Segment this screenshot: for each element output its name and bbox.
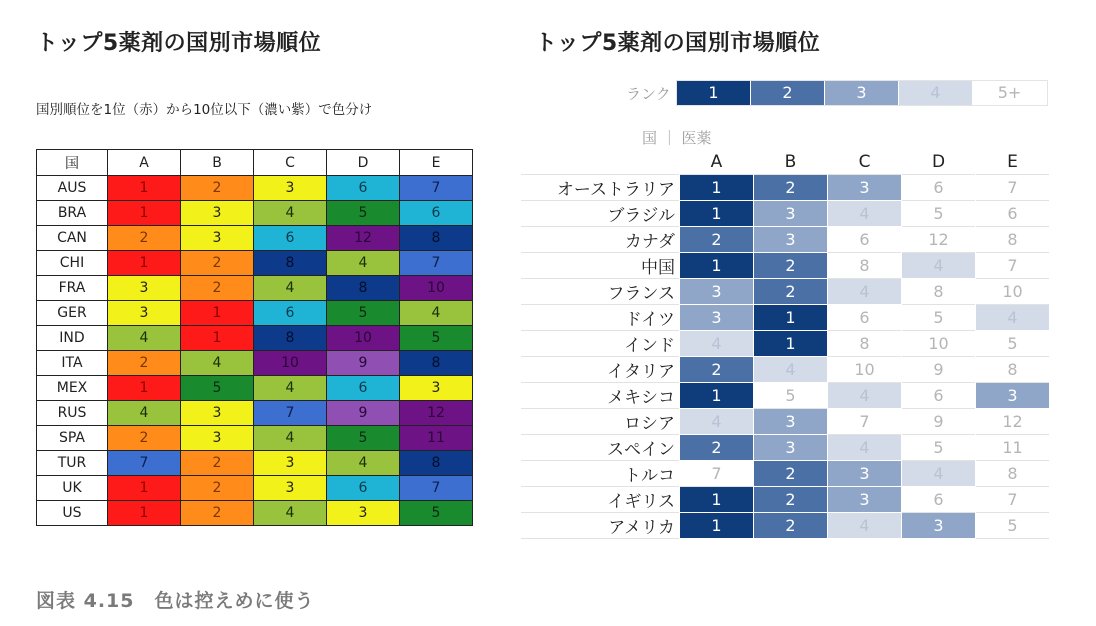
- heatmap-cell: 3: [754, 435, 827, 461]
- heatmap-cell: 5: [902, 305, 975, 331]
- row-label: SPA: [37, 426, 108, 451]
- heatmap-cell: 10: [327, 326, 400, 351]
- heatmap-cell: 4: [254, 501, 327, 526]
- heatmap-cell: 1: [754, 305, 827, 331]
- row-label: ブラジル: [521, 201, 679, 227]
- table-row: [37, 351, 473, 376]
- heatmap-cell: 2: [181, 451, 254, 476]
- row-label: ドイツ: [521, 305, 679, 331]
- heatmap-cell: 7: [254, 401, 327, 426]
- heatmap-cell: 4: [108, 326, 181, 351]
- heatmap-cell: 6: [254, 301, 327, 326]
- heatmap-cell: 5: [400, 326, 473, 351]
- table-row: [37, 276, 473, 301]
- heatmap-cell: 3: [181, 401, 254, 426]
- heatmap-cell: 10: [976, 279, 1049, 305]
- table-row: [37, 476, 473, 501]
- heatmap-cell: 3: [976, 383, 1049, 409]
- table-row: [521, 409, 1049, 435]
- table-row: [521, 513, 1049, 539]
- heatmap-cell: 7: [400, 476, 473, 501]
- heatmap-cell: 12: [400, 401, 473, 426]
- heatmap-cell: 4: [828, 383, 901, 409]
- heatmap-cell: 1: [108, 476, 181, 501]
- row-label: IND: [37, 326, 108, 351]
- row-label: AUS: [37, 176, 108, 201]
- heatmap-cell: 6: [902, 175, 975, 201]
- heatmap-cell: 8: [828, 253, 901, 279]
- heatmap-cell: 5: [327, 201, 400, 226]
- heatmap-cell: 5: [327, 426, 400, 451]
- heatmap-cell: 3: [254, 176, 327, 201]
- column-header-d: D: [902, 150, 975, 175]
- heatmap-cell: 3: [828, 487, 901, 513]
- row-label: カナダ: [521, 227, 679, 253]
- heatmap-cell: 8: [327, 276, 400, 301]
- heatmap-cell: 2: [754, 513, 827, 539]
- heatmap-cell: 2: [680, 227, 753, 253]
- heatmap-cell: 2: [754, 461, 827, 487]
- row-label: オーストラリア: [521, 175, 679, 201]
- heatmap-cell: 1: [181, 301, 254, 326]
- heatmap-cell: 7: [400, 176, 473, 201]
- heatmap-cell: 6: [327, 476, 400, 501]
- heatmap-cell: 5: [976, 513, 1049, 539]
- heatmap-cell: 6: [254, 226, 327, 251]
- heatmap-cell: 10: [400, 276, 473, 301]
- heatmap-cell: 2: [108, 351, 181, 376]
- table-row: [521, 279, 1049, 305]
- heatmap-cell: 3: [181, 226, 254, 251]
- heatmap-cell: 3: [680, 279, 753, 305]
- heatmap-cell: 4: [902, 253, 975, 279]
- heatmap-cell: 3: [902, 513, 975, 539]
- column-header-b: B: [181, 150, 254, 176]
- row-label: CAN: [37, 226, 108, 251]
- heatmap-cell: 4: [976, 305, 1049, 331]
- row-label: MEX: [37, 376, 108, 401]
- row-label: US: [37, 501, 108, 526]
- row-label: ITA: [37, 351, 108, 376]
- heatmap-cell: 3: [254, 476, 327, 501]
- heatmap-cell: 4: [680, 409, 753, 435]
- table-row: [521, 435, 1049, 461]
- heatmap-cell: 12: [902, 227, 975, 253]
- heatmap-cell: 3: [181, 201, 254, 226]
- row-label: RUS: [37, 401, 108, 426]
- row-label: イギリス: [521, 487, 679, 513]
- heatmap-cell: 3: [754, 409, 827, 435]
- heatmap-cell: 2: [754, 279, 827, 305]
- heatmap-cell: 1: [680, 513, 753, 539]
- heatmap-cell: 8: [400, 451, 473, 476]
- table-row: [37, 501, 473, 526]
- heatmap-cell: 1: [754, 331, 827, 357]
- heatmap-cell: 4: [828, 279, 901, 305]
- table-row: [37, 451, 473, 476]
- row-label: CHI: [37, 251, 108, 276]
- heatmap-cell: 3: [754, 201, 827, 227]
- heatmap-cell: 6: [400, 201, 473, 226]
- table-row: [521, 253, 1049, 279]
- column-header-a: A: [680, 150, 753, 175]
- table-row: [37, 201, 473, 226]
- heatmap-cell: 9: [902, 409, 975, 435]
- heatmap-cell: 9: [327, 401, 400, 426]
- heatmap-cell: 8: [902, 279, 975, 305]
- heatmap-cell: 8: [976, 461, 1049, 487]
- table-row: [521, 487, 1049, 513]
- heatmap-cell: 4: [254, 276, 327, 301]
- heatmap-cell: 12: [327, 226, 400, 251]
- heatmap-cell: 8: [400, 351, 473, 376]
- heatmap-cell: 11: [400, 426, 473, 451]
- heatmap-cell: 4: [754, 357, 827, 383]
- heatmap-cell: 1: [108, 501, 181, 526]
- heatmap-cell: 4: [902, 461, 975, 487]
- heatmap-cell: 1: [108, 251, 181, 276]
- table-row: [521, 227, 1049, 253]
- heatmap-cell: 7: [976, 253, 1049, 279]
- row-label: スペイン: [521, 435, 679, 461]
- left-chart-title: トップ5薬剤の国別市場順位: [36, 31, 322, 56]
- figure-caption: 図表 4.15 色は控えめに使う: [36, 590, 315, 612]
- heatmap-cell: 2: [680, 435, 753, 461]
- heatmap-cell: 12: [976, 409, 1049, 435]
- heatmap-cell: 4: [254, 426, 327, 451]
- table-caption: 国 ｜ 医薬: [642, 129, 712, 147]
- heatmap-cell: 4: [254, 376, 327, 401]
- row-label: UK: [37, 476, 108, 501]
- row-label: BRA: [37, 201, 108, 226]
- heatmap-cell: 2: [181, 501, 254, 526]
- heatmap-cell: 8: [828, 331, 901, 357]
- table-row: [521, 175, 1049, 201]
- column-header-a: A: [108, 150, 181, 176]
- left-chart-subtitle: 国別順位を1位（赤）から10位以下（濃い紫）で色分け: [36, 102, 373, 118]
- heatmap-cell: 2: [181, 476, 254, 501]
- row-label: フランス: [521, 279, 679, 305]
- heatmap-cell: 2: [680, 357, 753, 383]
- table-row: [37, 401, 473, 426]
- heatmap-cell: 5: [400, 501, 473, 526]
- heatmap-cell: 9: [327, 351, 400, 376]
- heatmap-cell: 8: [400, 226, 473, 251]
- row-label: TUR: [37, 451, 108, 476]
- heatmap-cell: 8: [976, 357, 1049, 383]
- heatmap-cell: 4: [828, 513, 901, 539]
- heatmap-cell: 5: [754, 383, 827, 409]
- heatmap-cell: 5: [902, 201, 975, 227]
- heatmap-cell: 3: [828, 175, 901, 201]
- heatmap-cell: 6: [828, 227, 901, 253]
- heatmap-cell: 10: [902, 331, 975, 357]
- left-heatmap-table: [36, 149, 473, 526]
- row-label: 中国: [521, 253, 679, 279]
- heatmap-cell: 7: [680, 461, 753, 487]
- heatmap-cell: 3: [108, 276, 181, 301]
- column-header-e: E: [400, 150, 473, 176]
- heatmap-cell: 4: [254, 201, 327, 226]
- heatmap-cell: 8: [254, 251, 327, 276]
- heatmap-cell: 3: [680, 305, 753, 331]
- heatmap-cell: 7: [976, 487, 1049, 513]
- heatmap-cell: 8: [976, 227, 1049, 253]
- heatmap-cell: 10: [254, 351, 327, 376]
- heatmap-cell: 2: [754, 487, 827, 513]
- heatmap-cell: 3: [400, 376, 473, 401]
- corner-header: 国: [37, 150, 108, 176]
- heatmap-cell: 5: [181, 376, 254, 401]
- heatmap-cell: 1: [108, 376, 181, 401]
- heatmap-cell: 3: [754, 227, 827, 253]
- heatmap-cell: 7: [400, 251, 473, 276]
- heatmap-cell: 3: [828, 461, 901, 487]
- legend-label: ランク: [626, 85, 671, 103]
- legend-item: 2: [751, 81, 824, 105]
- heatmap-cell: 4: [828, 435, 901, 461]
- heatmap-cell: 8: [254, 326, 327, 351]
- heatmap-cell: 3: [327, 501, 400, 526]
- heatmap-cell: 1: [181, 326, 254, 351]
- heatmap-cell: 1: [680, 175, 753, 201]
- table-row: [37, 426, 473, 451]
- heatmap-cell: 2: [108, 226, 181, 251]
- table-row: [521, 201, 1049, 227]
- column-header-c: C: [254, 150, 327, 176]
- legend-item: 5+: [973, 81, 1046, 105]
- column-header-e: E: [976, 150, 1049, 175]
- heatmap-cell: 4: [108, 401, 181, 426]
- heatmap-cell: 3: [254, 451, 327, 476]
- heatmap-cell: 6: [902, 383, 975, 409]
- heatmap-cell: 2: [181, 251, 254, 276]
- column-header-d: D: [327, 150, 400, 176]
- row-label: FRA: [37, 276, 108, 301]
- legend-item: 3: [825, 81, 898, 105]
- heatmap-cell: 4: [680, 331, 753, 357]
- heatmap-cell: 4: [181, 351, 254, 376]
- heatmap-cell: 11: [976, 435, 1049, 461]
- table-row: [521, 331, 1049, 357]
- heatmap-cell: 10: [828, 357, 901, 383]
- legend-item: 1: [677, 81, 750, 105]
- heatmap-cell: 9: [902, 357, 975, 383]
- heatmap-cell: 4: [327, 251, 400, 276]
- right-heatmap-table: [520, 150, 1050, 539]
- heatmap-cell: 1: [680, 383, 753, 409]
- heatmap-cell: 2: [108, 426, 181, 451]
- corner-header: [521, 150, 679, 175]
- legend-item: 4: [899, 81, 972, 105]
- heatmap-cell: 6: [327, 176, 400, 201]
- table-row: [37, 301, 473, 326]
- table-row: [37, 251, 473, 276]
- row-label: インド: [521, 331, 679, 357]
- heatmap-cell: 7: [828, 409, 901, 435]
- table-row: [521, 357, 1049, 383]
- column-header-c: C: [828, 150, 901, 175]
- heatmap-cell: 4: [828, 201, 901, 227]
- table-row: [37, 176, 473, 201]
- heatmap-cell: 6: [902, 487, 975, 513]
- heatmap-cell: 4: [400, 301, 473, 326]
- heatmap-cell: 2: [181, 176, 254, 201]
- heatmap-cell: 7: [108, 451, 181, 476]
- heatmap-cell: 5: [902, 435, 975, 461]
- heatmap-cell: 2: [181, 276, 254, 301]
- heatmap-cell: 1: [108, 201, 181, 226]
- table-row: [521, 461, 1049, 487]
- heatmap-cell: 1: [680, 487, 753, 513]
- row-label: メキシコ: [521, 383, 679, 409]
- right-chart-title: トップ5薬剤の国別市場順位: [535, 31, 821, 56]
- heatmap-cell: 7: [976, 175, 1049, 201]
- row-label: トルコ: [521, 461, 679, 487]
- heatmap-cell: 6: [327, 376, 400, 401]
- heatmap-cell: 5: [327, 301, 400, 326]
- heatmap-cell: 1: [680, 253, 753, 279]
- row-label: GER: [37, 301, 108, 326]
- heatmap-cell: 6: [828, 305, 901, 331]
- column-header-b: B: [754, 150, 827, 175]
- heatmap-cell: 1: [108, 176, 181, 201]
- heatmap-cell: 2: [754, 175, 827, 201]
- rank-legend: [676, 80, 1048, 106]
- table-row: [521, 305, 1049, 331]
- heatmap-cell: 1: [680, 201, 753, 227]
- row-label: アメリカ: [521, 513, 679, 539]
- heatmap-cell: 2: [754, 253, 827, 279]
- table-row: [521, 383, 1049, 409]
- table-row: [37, 326, 473, 351]
- table-row: [37, 226, 473, 251]
- heatmap-cell: 3: [181, 426, 254, 451]
- row-label: ロシア: [521, 409, 679, 435]
- heatmap-cell: 4: [327, 451, 400, 476]
- heatmap-cell: 3: [108, 301, 181, 326]
- row-label: イタリア: [521, 357, 679, 383]
- table-row: [37, 376, 473, 401]
- heatmap-cell: 6: [976, 201, 1049, 227]
- heatmap-cell: 5: [976, 331, 1049, 357]
